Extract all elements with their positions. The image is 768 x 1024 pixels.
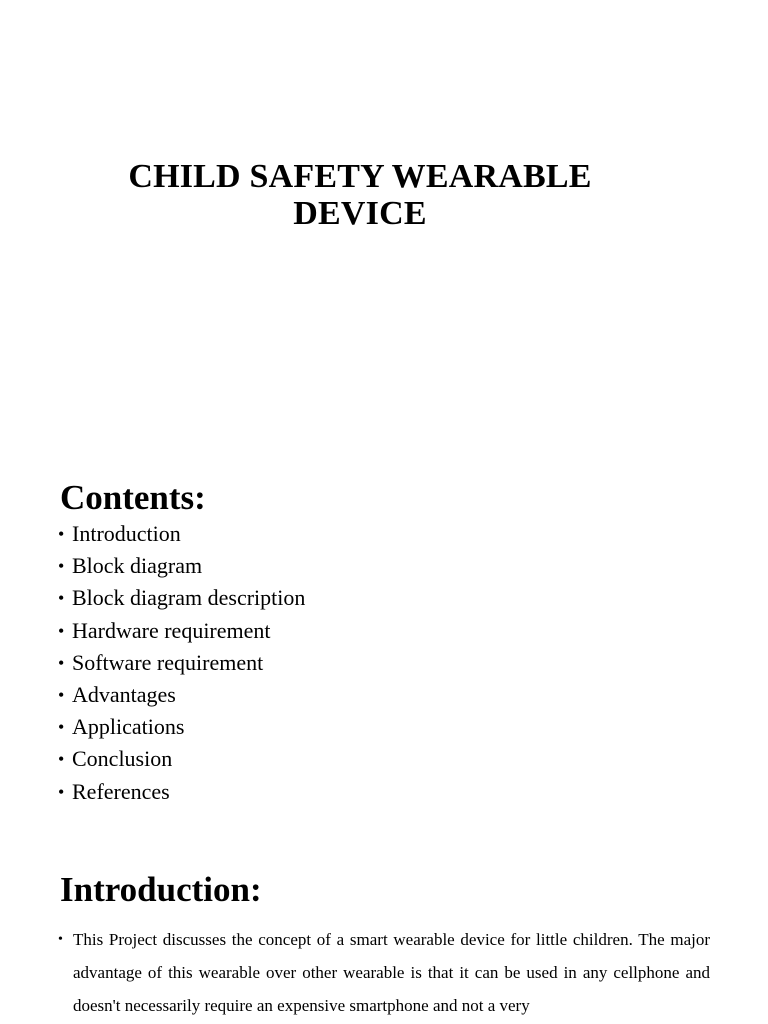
list-item [58,679,305,711]
list-item-label: Advantages [72,681,176,707]
list-item-label: Conclusion [72,746,173,772]
list-item-label: Block diagram description [72,585,306,611]
bullet-icon: • [58,652,65,673]
bullet-icon: • [58,717,65,738]
list-item [58,518,305,550]
list-item [58,776,305,808]
list-item [58,647,305,679]
document-title-line-2: DEVICE [293,195,427,232]
list-item-label: Hardware requirement [72,617,271,643]
list-item [58,550,305,582]
bullet-icon: • [58,524,65,544]
bullet-icon: • [58,749,65,770]
list-item [58,711,305,743]
document-title [80,158,640,232]
list-item-label: Block diagram [72,553,203,579]
list-item-label: References [72,778,170,804]
list-item-label: Applications [72,714,185,740]
bullet-icon: • [58,620,65,641]
bullet-icon: • [58,932,63,947]
bullet-icon: • [58,684,65,705]
bullet-icon: • [58,588,65,609]
list-item-label: Introduction [72,521,181,546]
bullet-icon: • [58,556,65,577]
document-title-line-1: CHILD SAFETY WEARABLE [128,158,592,195]
bullet-icon: • [58,781,65,802]
introduction-paragraph [58,923,710,1022]
contents-heading: Contents: [60,478,206,517]
list-item [58,582,305,614]
introduction-heading: Introduction: [60,870,262,909]
introduction-text: This Project discusses the concept of a smart wearable device for little children. The major advantage of this wearable over other wearable is that it can be used in any cellphone and doesn't necessarily require an expensive smartphone and not a very [73,930,710,1015]
contents-list [58,518,305,808]
list-item [58,615,305,647]
list-item-label: Software requirement [72,649,264,675]
list-item [58,743,305,775]
